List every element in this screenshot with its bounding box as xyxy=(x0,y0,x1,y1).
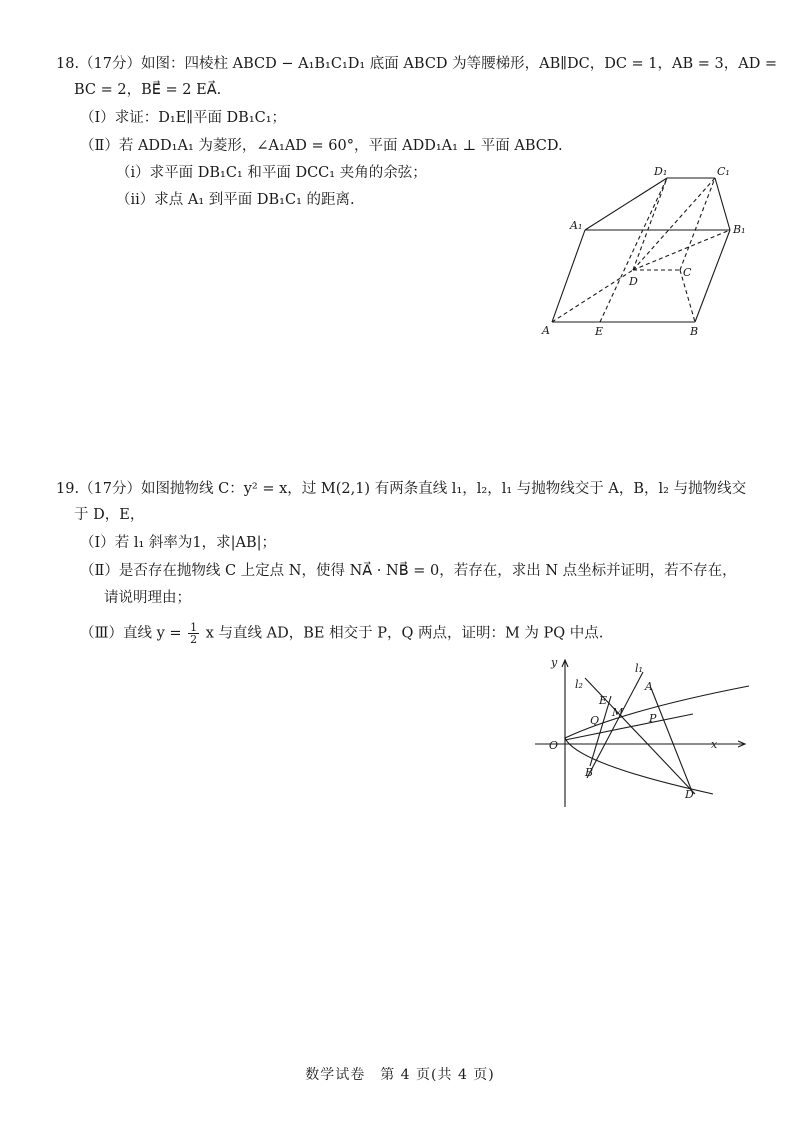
label-x: x xyxy=(711,738,718,751)
label-D: D xyxy=(629,275,638,288)
label-A: A xyxy=(645,680,653,693)
label-y: y xyxy=(551,656,558,669)
label-O: O xyxy=(549,739,559,752)
line-half-x xyxy=(565,714,693,740)
q19-part2: （Ⅱ）是否存在抛物线 C 上定点 N，使得 NA⃗ · NB⃗ = 0，若存在，求出 N 点坐标并证明，若不存在， xyxy=(80,563,737,579)
edge-AA1 xyxy=(552,230,585,322)
edge-DD1 xyxy=(633,178,667,270)
q19-part3-prefix: （Ⅲ）直线 y = xyxy=(80,625,182,642)
label-Q: Q xyxy=(590,714,600,727)
label-A1: A₁ xyxy=(570,219,583,232)
label-D1: D₁ xyxy=(654,165,668,178)
q18-stem-line1: 18.（17分）如图：四棱柱 ABCD − A₁B₁C₁D₁ 底面 ABCD 为等腰梯形，AB∥DC，DC = 1，AB = 3，AD = xyxy=(56,56,778,72)
edge-A1D1 xyxy=(585,178,667,230)
edge-BB1 xyxy=(695,230,730,322)
edge-CC1 xyxy=(680,178,715,270)
edge-C1B1 xyxy=(715,178,730,230)
q19-part2-cont: 请说明理由； xyxy=(104,590,191,606)
label-l1: l₁ xyxy=(635,662,643,675)
q18-part2-ii: （ⅱ）求点 A₁ 到平面 DB₁C₁ 的距离. xyxy=(116,192,355,208)
label-A: A xyxy=(542,324,550,337)
q19-part3-suffix: x 与直线 AD，BE 相交于 P，Q 两点，证明：M 为 PQ 中点. xyxy=(205,625,604,642)
edge-DB1 xyxy=(633,230,730,270)
label-E: E xyxy=(599,694,608,707)
label-B: B xyxy=(690,325,699,338)
q19-part3 xyxy=(80,622,603,645)
label-B1: B₁ xyxy=(733,223,746,236)
q18-part2: （Ⅱ）若 ADD₁A₁ 为菱形，∠A₁AD = 60°，平面 ADD₁A₁ ⊥ 平面 ABCD. xyxy=(80,138,563,154)
label-l2: l₂ xyxy=(575,678,583,691)
fraction-numerator: 1 xyxy=(190,621,198,634)
label-B: B xyxy=(585,766,594,779)
label-C1: C₁ xyxy=(717,165,730,178)
fraction-denominator: 2 xyxy=(190,633,198,646)
q18-stem-line2: BC = 2，BE⃗ = 2 EA⃗. xyxy=(74,82,222,98)
q18-part2-i: （ⅰ）求平面 DB₁C₁ 和平面 DCC₁ 夹角的余弦； xyxy=(116,165,427,181)
label-P: P xyxy=(649,712,657,725)
edge-AD xyxy=(552,270,633,322)
label-E: E xyxy=(595,325,604,338)
q19-stem-line2: 于 D，E， xyxy=(74,507,145,523)
q18-prism-figure xyxy=(530,162,760,342)
label-C: C xyxy=(683,266,692,279)
q19-stem-line1: 19.（17分）如图抛物线 C：y² = x，过 M(2,1) 有两条直线 l₁，l₂，l₁ 与抛物线交于 A，B，l₂ 与抛物线交 xyxy=(56,481,747,497)
label-M: M xyxy=(612,706,624,719)
label-D: D xyxy=(685,788,694,801)
q19-part3-fraction xyxy=(188,622,199,645)
q18-part1: （Ⅰ）求证：D₁E∥平面 DB₁C₁； xyxy=(80,110,287,126)
q19-parabola-figure xyxy=(525,652,755,812)
page-footer: 数学试卷 第 4 页(共 4 页) xyxy=(305,1067,495,1083)
line-AD xyxy=(651,688,693,794)
q19-part1: （Ⅰ）若 l₁ 斜率为1，求|AB|； xyxy=(80,535,277,551)
